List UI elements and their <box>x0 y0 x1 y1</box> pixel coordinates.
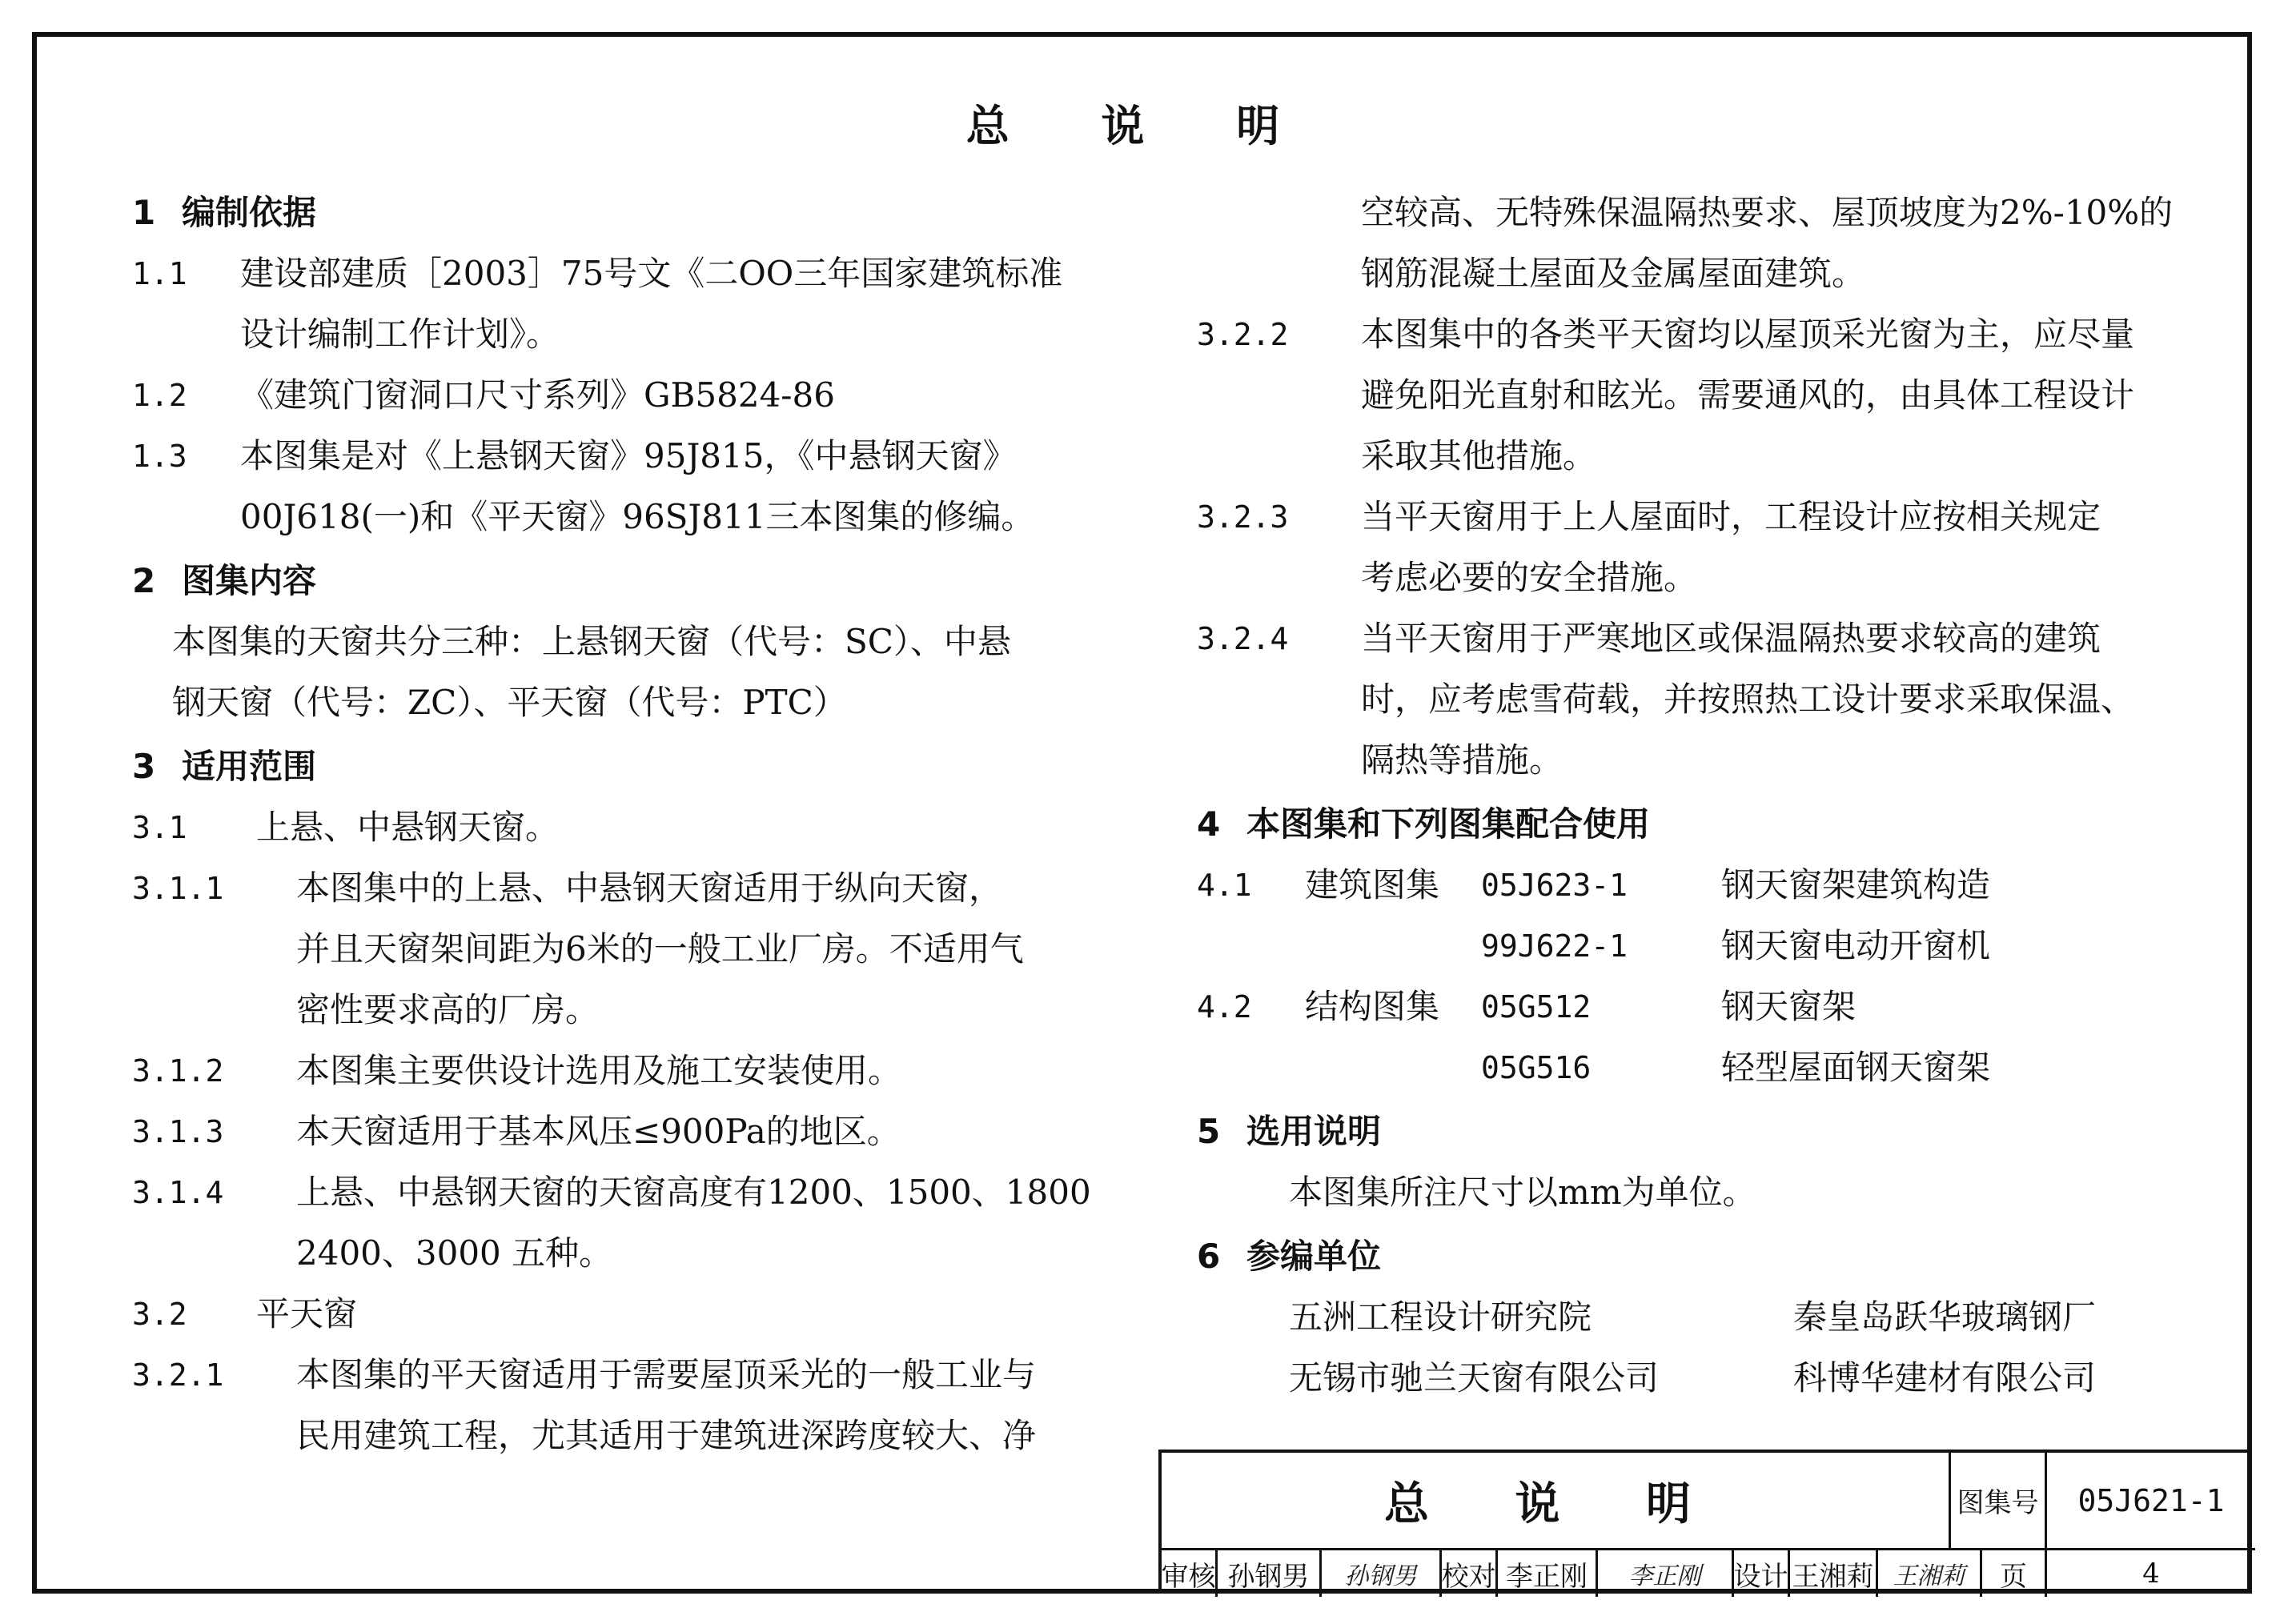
clause-number: 4.2 <box>1197 989 1252 1025</box>
clause-text: 并且天窗架间距为6米的一般工业厂房。不适用气 <box>296 929 1024 968</box>
design-label: 设计 <box>1734 1550 1790 1597</box>
checker-name: 李正刚 <box>1498 1550 1598 1597</box>
atlas-code: 99J622-1 <box>1481 928 1628 964</box>
clause-continuation <box>132 304 1125 365</box>
left-column <box>132 182 1125 1466</box>
paragraph-text: 本图集所注尺寸以mm为单位。 <box>1289 1173 1756 1212</box>
signature-mark: 李正刚 <box>1628 1562 1701 1590</box>
clause-text: 设计编制工作计划》。 <box>240 315 560 354</box>
subclause <box>1197 608 2214 669</box>
reviewer-signature <box>1322 1550 1442 1597</box>
subclause <box>132 1162 1125 1223</box>
clause-number: 1.1 <box>132 256 187 291</box>
section-heading-text: 本图集和下列图集配合使用 <box>1246 804 1651 844</box>
reference-atlas-row <box>1197 855 2214 916</box>
atlas-name: 钢天窗电动开窗机 <box>1721 926 1991 965</box>
section-number: 5 <box>1197 1112 1221 1151</box>
clause-text: 本图集中的各类平天窗均以屋顶采光窗为主，应尽量 <box>1361 315 2135 354</box>
title-block-title: 总 说 明 <box>1162 1453 1951 1550</box>
section-heading <box>132 551 1125 612</box>
clause-text: 隔热等措施。 <box>1361 740 1563 780</box>
atlas-name: 钢天窗架 <box>1721 987 1857 1026</box>
clause <box>132 797 1125 858</box>
clause-number: 3.1.1 <box>132 871 224 906</box>
clause-text: 钢筋混凝土屋面及金属屋面建筑。 <box>1361 254 1866 293</box>
paragraph-line <box>1197 1162 2214 1223</box>
participating-unit: 科博华建材有限公司 <box>1793 1358 2097 1397</box>
right-column <box>1197 182 2214 1409</box>
clause-number: 4.1 <box>1197 868 1252 903</box>
participating-units-row <box>1197 1287 2214 1348</box>
section-heading-text: 选用说明 <box>1246 1112 1382 1151</box>
clause-number: 3.1 <box>132 810 187 845</box>
clause-text: 时，应考虑雪荷载，并按照热工设计要求采取保温、 <box>1361 680 2135 719</box>
clause <box>132 1284 1125 1345</box>
subclause <box>132 858 1125 919</box>
reference-atlas-row <box>1197 1037 2214 1098</box>
signature-mark: 孙钢男 <box>1344 1562 1417 1590</box>
section-number: 2 <box>132 561 156 600</box>
atlas-name: 钢天窗架建筑构造 <box>1721 865 1991 904</box>
clause-number: 3.2.4 <box>1197 621 1289 656</box>
checker-signature <box>1598 1550 1734 1597</box>
clause-number: 3.2 <box>132 1297 187 1332</box>
clause-continuation <box>1197 365 2214 426</box>
section-heading <box>132 736 1125 797</box>
atlas-category: 建筑图集 <box>1305 865 1440 904</box>
subclause <box>132 1041 1125 1101</box>
page-title: 总 说 明 <box>965 101 1319 151</box>
section-number: 4 <box>1197 804 1221 844</box>
section-heading-text: 编制依据 <box>182 193 317 232</box>
clause-continuation <box>132 487 1125 547</box>
clause-number: 3.2.2 <box>1197 317 1289 352</box>
check-label: 校对 <box>1442 1550 1498 1597</box>
clause <box>132 365 1125 426</box>
paragraph-line <box>132 672 1125 733</box>
clause <box>132 243 1125 304</box>
reference-atlas-row <box>1197 916 2214 976</box>
page-number: 4 <box>2142 1558 2160 1590</box>
section-heading <box>1197 1101 2214 1162</box>
designer-signature <box>1878 1550 1982 1597</box>
clause-text: 采取其他措施。 <box>1361 436 1597 475</box>
clause-text: 考虑必要的安全措施。 <box>1361 558 1698 597</box>
clause-text: 2400、3000 五种。 <box>296 1233 613 1273</box>
clause-text: 建设部建质［2003］75号文《二OO三年国家建筑标准 <box>240 254 1063 293</box>
section-heading-text: 参编单位 <box>1246 1237 1382 1276</box>
reviewer-name: 孙钢男 <box>1218 1550 1322 1597</box>
reference-atlas-row <box>1197 976 2214 1037</box>
paragraph-text: 本图集的天窗共分三种：上悬钢天窗（代号：SC）、中悬 <box>172 622 1011 661</box>
participating-units-row <box>1197 1348 2214 1409</box>
section-number: 3 <box>132 747 156 786</box>
clause-continuation <box>1197 426 2214 487</box>
clause-continuation <box>132 919 1125 980</box>
section-heading-text: 适用范围 <box>182 747 317 786</box>
atlas-code: 05J623-1 <box>1481 868 1628 903</box>
participating-unit: 五洲工程设计研究院 <box>1289 1297 1592 1337</box>
atlas-code: 05G512 <box>1481 989 1592 1025</box>
signature-mark: 王湘莉 <box>1893 1562 1965 1590</box>
clause-text: 本天窗适用于基本风压≤900Pa的地区。 <box>296 1112 901 1151</box>
atlas-name: 轻型屋面钢天窗架 <box>1721 1048 1991 1087</box>
clause-number: 3.2.3 <box>1197 499 1289 535</box>
section-heading <box>1197 794 2214 855</box>
page-label: 页 <box>1982 1550 2047 1597</box>
section-heading <box>1197 1226 2214 1287</box>
atlas-category: 结构图集 <box>1305 987 1440 1026</box>
section-heading-text: 图集内容 <box>182 561 317 600</box>
clause-text: 《建筑门窗洞口尺寸系列》GB5824-86 <box>240 375 835 415</box>
clause-text: 本图集中的上悬、中悬钢天窗适用于纵向天窗， <box>296 868 1003 908</box>
clause <box>132 426 1125 487</box>
clause-text: 本图集是对《上悬钢天窗》95J815，《中悬钢天窗》 <box>240 436 1017 475</box>
section-number: 6 <box>1197 1237 1221 1276</box>
review-label: 审核 <box>1162 1550 1218 1597</box>
clause-continuation <box>1197 547 2214 608</box>
paragraph-line <box>132 612 1125 672</box>
clause-number: 3.1.2 <box>132 1053 224 1089</box>
clause-text: 当平天窗用于严寒地区或保温隔热要求较高的建筑 <box>1361 619 2101 658</box>
clause-continuation <box>1197 182 2214 243</box>
clause-text: 空较高、无特殊保温隔热要求、屋顶坡度为2%-10%的 <box>1361 193 2174 232</box>
clause-text: 本图集的平天窗适用于需要屋顶采光的一般工业与 <box>296 1355 1037 1394</box>
clause-number: 3.1.3 <box>132 1114 224 1149</box>
subclause <box>132 1101 1125 1162</box>
section-number: 1 <box>132 193 156 232</box>
clause-text: 民用建筑工程，尤其适用于建筑进深跨度较大、净 <box>296 1416 1037 1455</box>
participating-unit: 秦皇岛跃华玻璃钢厂 <box>1793 1297 2097 1337</box>
clause-text: 平天窗 <box>256 1294 358 1333</box>
subclause <box>132 1345 1125 1405</box>
clause-text: 上悬、中悬钢天窗的天窗高度有1200、1500、1800 <box>296 1173 1091 1212</box>
clause-continuation <box>1197 243 2214 304</box>
paragraph-text: 钢天窗（代号：ZC）、平天窗（代号：PTC） <box>172 683 847 722</box>
clause-continuation <box>132 1405 1125 1466</box>
clause-number: 3.2.1 <box>132 1357 224 1393</box>
clause-text: 00J618(一)和《平天窗》96SJ811三本图集的修编。 <box>240 497 1035 536</box>
section-heading <box>132 182 1125 243</box>
clause-text: 上悬、中悬钢天窗。 <box>256 808 560 847</box>
clause-continuation <box>1197 669 2214 730</box>
atlas-number: 05J621-1 <box>2047 1453 2255 1550</box>
clause-number: 1.2 <box>132 378 187 413</box>
atlas-code: 05G516 <box>1481 1050 1592 1085</box>
title-block <box>1158 1450 2252 1594</box>
clause-number: 3.1.4 <box>132 1175 224 1210</box>
clause-continuation <box>132 1223 1125 1284</box>
clause-text: 当平天窗用于上人屋面时，工程设计应按相关规定 <box>1361 497 2101 536</box>
designer-name: 王湘莉 <box>1790 1550 1878 1597</box>
clause-text: 本图集主要供设计选用及施工安装使用。 <box>296 1051 902 1090</box>
subclause <box>1197 487 2214 547</box>
subclause <box>1197 304 2214 365</box>
atlas-number-label: 图集号 <box>1951 1453 2047 1550</box>
participating-unit: 无锡市驰兰天窗有限公司 <box>1289 1358 1660 1397</box>
clause-text: 避免阳光直射和眩光。需要通风的，由具体工程设计 <box>1361 375 2135 415</box>
clause-continuation <box>1197 730 2214 791</box>
clause-number: 1.3 <box>132 439 187 474</box>
clause-text: 密性要求高的厂房。 <box>296 990 600 1029</box>
clause-continuation <box>132 980 1125 1041</box>
